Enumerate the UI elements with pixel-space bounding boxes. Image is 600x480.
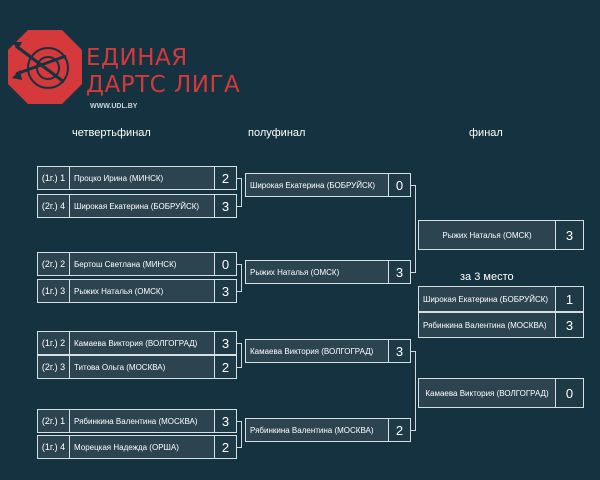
seed: (2г.) 2 (38, 253, 70, 275)
score: 2 (388, 419, 410, 441)
score: 0 (555, 379, 583, 407)
header-third-place: за 3 место (460, 271, 514, 283)
player-name: Процко Ирина (МИНСК) (74, 173, 164, 183)
third-place-player-2 (418, 312, 584, 338)
player-name: Рябинкина Валентина (МОСКВА) (250, 425, 374, 435)
score: 2 (214, 436, 236, 458)
player-name: Бертош Светлана (МИНСК) (74, 259, 177, 269)
seed: (1г.) 3 (38, 280, 70, 302)
seed: (2г.) 1 (38, 410, 70, 432)
player-name: Титова Ольга (МОСКВА) (74, 362, 166, 372)
player-name: Рябинкина Валентина (МОСКВА) (74, 416, 198, 426)
qf4-player-a (37, 409, 237, 433)
qf2-player-b (37, 279, 237, 303)
final-player-1 (418, 220, 584, 250)
header-quarterfinal: четвертьфинал (72, 127, 151, 139)
score: 3 (214, 332, 236, 354)
player-name: Рыжих Наталья (ОМСК) (74, 286, 164, 296)
sf4-player (245, 418, 411, 442)
score: 3 (388, 261, 410, 283)
final-player-2 (418, 378, 584, 408)
seed: (1г.) 4 (38, 436, 70, 458)
qf2-player-a (37, 252, 237, 276)
player-name: Широкая Екатерина (БОБРУЙСК) (423, 294, 549, 304)
sf2-player (245, 260, 411, 284)
score: 3 (214, 410, 236, 432)
qf1-player-b (37, 194, 237, 218)
score: 1 (555, 287, 583, 311)
sf1-player (245, 173, 411, 197)
player-name: Камаева Виктория (ВОЛГОГРАД) (425, 388, 549, 398)
score: 2 (214, 356, 236, 378)
score: 3 (388, 340, 410, 362)
player-name: Камаева Виктория (ВОЛГОГРАД) (250, 346, 374, 356)
score: 3 (214, 195, 236, 217)
score: 2 (214, 167, 236, 189)
sf3-player (245, 339, 411, 363)
brand-title-line2: ДАРТС ЛИГА (86, 72, 241, 98)
seed: (1г.) 2 (38, 332, 70, 354)
brand-title-line1: ЕДИНАЯ (86, 45, 188, 71)
player-name: Рябинкина Валентина (МОСКВА) (423, 320, 547, 330)
header-final: финал (469, 127, 503, 139)
seed: (1г.) 1 (38, 167, 70, 189)
player-name: Рыжих Наталья (ОМСК) (442, 230, 532, 240)
player-name: Камаева Виктория (ВОЛГОГРАД) (74, 338, 198, 348)
qf3-player-a (37, 331, 237, 355)
seed: (2г.) 3 (38, 356, 70, 378)
player-name: Широкая Екатерина (БОБРУЙСК) (74, 201, 200, 211)
player-name: Рыжих Наталья (ОМСК) (250, 267, 340, 277)
brand-url: WWW.UDL.BY (90, 103, 138, 110)
score: 0 (388, 174, 410, 196)
player-name: Широкая Екатерина (БОБРУЙСК) (250, 180, 376, 190)
score: 3 (555, 221, 583, 249)
qf1-player-a (37, 166, 237, 190)
qf4-player-b (37, 435, 237, 459)
seed: (2г.) 4 (38, 195, 70, 217)
third-place-player-1 (418, 286, 584, 312)
score: 3 (555, 313, 583, 337)
dartboard-logo-icon (4, 28, 84, 108)
score: 0 (214, 253, 236, 275)
qf3-player-b (37, 355, 237, 379)
score: 3 (214, 280, 236, 302)
header-semifinal: полуфинал (248, 127, 306, 139)
player-name: Морецкая Надежда (ОРША) (74, 442, 179, 452)
